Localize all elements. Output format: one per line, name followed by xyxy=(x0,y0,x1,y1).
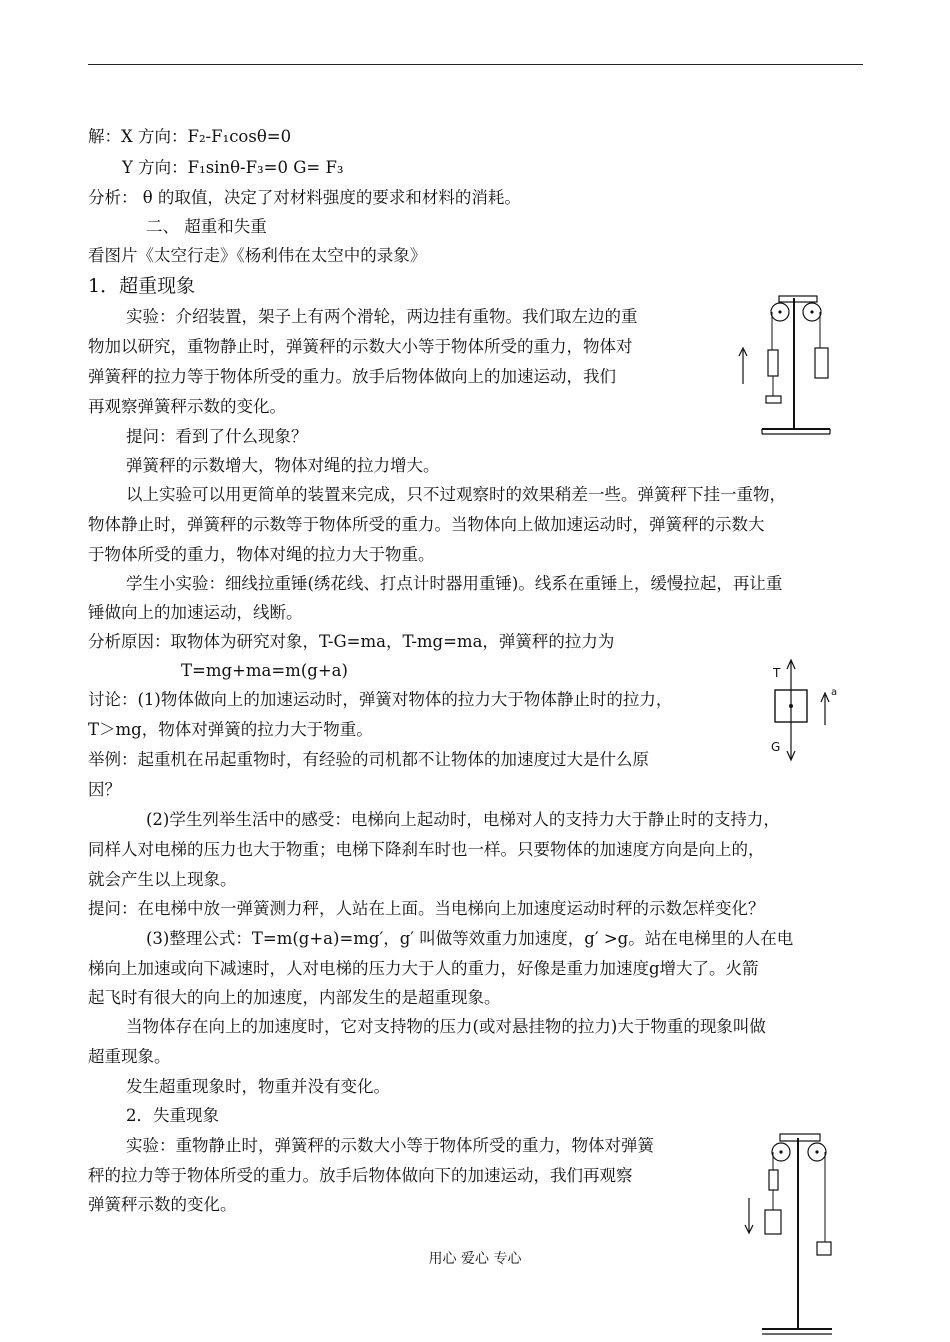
text-line: 超重现象。 xyxy=(88,1047,171,1066)
tension-label: T xyxy=(773,666,781,680)
text-line: 起飞时有很大的向上的加速度，内部发生的是超重现象。 xyxy=(88,988,501,1007)
text-line: 于物体所受的重力，物体对绳的拉力大于物重。 xyxy=(88,545,435,564)
force-diagram-figure xyxy=(763,655,843,765)
text-line: 梯向上加速或向下减速时，人对电梯的压力大于人的重力，好像是重力加速度g增大了。火箭 xyxy=(88,959,759,978)
text-line: 当物体存在向上的加速度时，它对支持物的压力(或对悬挂物的拉力)大于物重的现象叫做 xyxy=(126,1017,766,1036)
text-line: 实验：介绍装置，架子上有两个滑轮，两边挂有重物。我们取左边的重 xyxy=(126,307,638,326)
text-line: Y 方向：F₁sinθ-F₃=0 G= F₃ xyxy=(122,158,344,177)
pulley-apparatus-down-figure xyxy=(740,1132,840,1337)
text-line: 再观察弹簧秤示数的变化。 xyxy=(88,397,286,416)
text-line: 分析： θ 的取值，决定了对材料强度的要求和材料的消耗。 xyxy=(88,188,521,207)
text-line: 就会产生以上现象。 xyxy=(88,870,237,889)
text-line: 分析原因：取物体为研究对象，T-G=ma，T-mg=ma，弹簧秤的拉力为 xyxy=(88,632,615,651)
text-line: 物加以研究，重物静止时，弹簧秤的示数大小等于物体所受的重力，物体对 xyxy=(88,337,633,356)
text-line: 实验：重物静止时，弹簧秤的示数大小等于物体所受的重力，物体对弹簧 xyxy=(126,1136,654,1155)
text-line: T=mg+ma=m(g+a) xyxy=(181,661,348,680)
acceleration-label: a xyxy=(831,687,838,698)
text-line: 解：X 方向：F₂-F₁cosθ=0 xyxy=(88,127,292,146)
text-line: 提问：在电梯中放一弹簧测力秤，人站在上面。当电梯向上加速度运动时秤的示数怎样变化？ xyxy=(88,899,765,918)
text-line: 同样人对电梯的压力也大于物重；电梯下降刹车时也一样。只要物体的加速度方向是向上的， xyxy=(88,840,765,859)
text-line: 看图片《太空行走》《杨利伟在太空中的录象》 xyxy=(88,246,427,265)
text-line: T＞mg，物体对弹簧的拉力大于物重。 xyxy=(88,720,373,739)
text-line: 举例：起重机在吊起重物时，有经验的司机都不让物体的加速度过大是什么原 xyxy=(88,750,649,769)
text-line: 发生超重现象时，物重并没有变化。 xyxy=(126,1077,390,1096)
header-rule xyxy=(88,64,863,65)
text-line: 2．失重现象 xyxy=(126,1106,219,1125)
text-line: 以上实验可以用更简单的装置来完成，只不过观察时的效果稍差一些。弹簧秤下挂一重物， xyxy=(126,485,786,504)
text-line: 学生小实验：细线拉重锤(绣花线、打点计时器用重锤)。线系在重锤上，缓慢拉起，再让重 xyxy=(126,574,783,593)
gravity-label: G xyxy=(771,740,781,754)
text-line: (3)整理公式：T=m(g+a)=mg′，g′ 叫做等效重力加速度，g′ >g。站在电梯里的人在电 xyxy=(146,929,794,948)
text-line: 物体静止时，弹簧秤的示数等于物体所受的重力。当物体向上做加速运动时，弹簧秤的示数大 xyxy=(88,515,765,534)
text-line: 锤做向上的加速运动，线断。 xyxy=(88,603,303,622)
text-line: 秤的拉力等于物体所受的重力。放手后物体做向下的加速运动，我们再观察 xyxy=(88,1166,633,1185)
text-line: 讨论：(1)物体做向上的加速运动时，弹簧对物体的拉力大于物体静止时的拉力， xyxy=(88,690,673,709)
text-line: 二、 超重和失重 xyxy=(146,217,267,236)
text-line: 提问：看到了什么现象？ xyxy=(126,427,308,446)
text-line: 弹簧秤示数的变化。 xyxy=(88,1195,237,1214)
section-heading: 1．超重现象 xyxy=(88,275,196,297)
text-line: 弹簧秤的示数增大，物体对绳的拉力增大。 xyxy=(126,456,440,475)
text-line: 弹簧秤的拉力等于物体所受的重力。放手后物体做向上的加速运动，我们 xyxy=(88,367,616,386)
text-line: (2)学生列举生活中的感受：电梯向上起动时，电梯对人的支持力大于静止时的支持力， xyxy=(146,810,780,829)
text-line: 因？ xyxy=(88,780,121,799)
pulley-apparatus-up-figure xyxy=(735,292,835,437)
page-footer: 用心 爱心 专心 xyxy=(428,1251,522,1267)
